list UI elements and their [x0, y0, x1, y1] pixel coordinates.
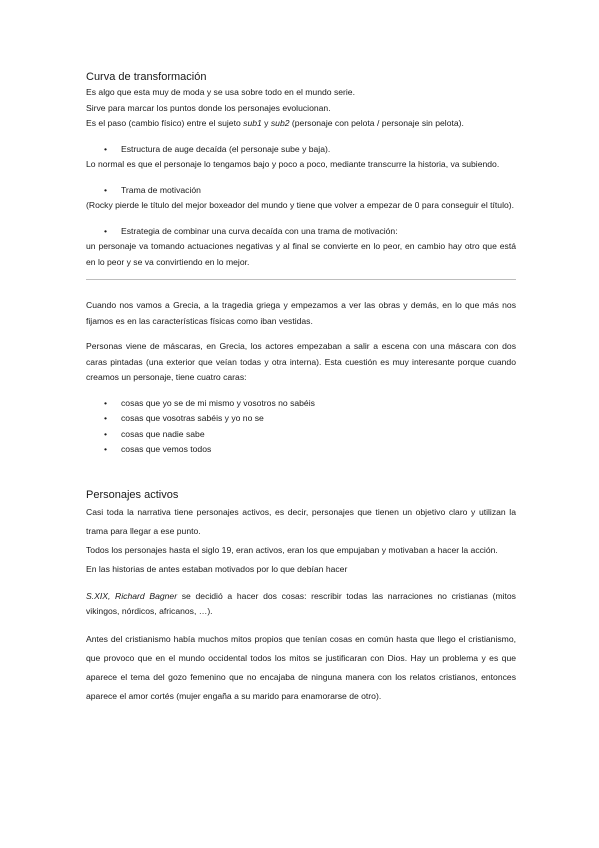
- section-title-personajes: Personajes activos: [86, 488, 179, 501]
- paragraph: Antes del cristianismo había muchos mitos propios que tenían cosas en común hasta que llego el cristianismo, que provoco que en el mundo occidental todos los mitos se justificaran con Dios. Hay un problema y es que aparece el tema del gozo femenino que no encajaba de ninguna manera con los relatos cristianos, entonces aparece el amor cortés (mujer engaña a su marido para enamorarse de otro).: [86, 633, 516, 701]
- bullet-list: [86, 142, 516, 158]
- paragraph: Todos los personajes hasta el siglo 19, eran activos, eran los que empujaban y motivaban a hacer la acción.: [86, 544, 498, 555]
- paragraph: [86, 589, 516, 620]
- document-page: [86, 70, 516, 706]
- bullet-list: [86, 183, 516, 199]
- text-span: se decidió a hacer dos cosas: rescribir todas las narraciones no cristianas (mitos vikingos, nórdicos, africanos, …).: [86, 590, 516, 616]
- section-divider: [86, 279, 516, 280]
- italic-term: S.XIX, Richard Bagner: [86, 590, 178, 601]
- list-item: • cosas que vosotras sabéis y yo no se: [86, 411, 516, 427]
- list-item: • Estrategia de combinar una curva decaída con una trama de motivación:: [86, 224, 516, 240]
- text-line: Es algo que esta muy de moda y se usa sobre todo en el mundo serie.: [86, 87, 355, 97]
- paragraph: Personas viene de máscaras, en Grecia, los actores empezaban a salir a escena con una máscara con dos caras pintadas (una exterior que veían todas y otra interna). Esta cuestión es muy interesante porque cuando creamos un personaje, tiene cuatro caras:: [86, 341, 516, 382]
- italic-term: sub1: [243, 118, 262, 128]
- list-item: • Estructura de auge decaída (el personaje sube y baja).: [86, 142, 516, 158]
- list-item: • Trama de motivación: [86, 183, 516, 199]
- italic-term: sub2: [270, 118, 290, 128]
- bullet-list: [86, 396, 516, 458]
- text-span: (personaje con pelota / personaje sin pelota).: [289, 118, 464, 128]
- paragraph: Casi toda la narrativa tiene personajes activos, es decir, personajes que tienen un objetivo claro y utilizan la trama para llegar a ese punto.: [86, 506, 516, 536]
- text-line: Sirve para marcar los puntos donde los personajes evolucionan.: [86, 102, 331, 113]
- text-line: [86, 116, 516, 132]
- text-span: Es el paso (cambio físico) entre el sujeto: [86, 118, 244, 128]
- paragraph: un personaje va tomando actuaciones negativas y al final se convierte en lo peor, en cambio hay otro que está en lo peor y se va convirtiendo en lo mejor.: [86, 241, 516, 267]
- list-item: • cosas que nadie sabe: [86, 427, 516, 443]
- bullet-list: [86, 224, 516, 240]
- list-item: • cosas que yo se de mi mismo y vosotros no sabéis: [86, 396, 516, 412]
- text-span: y: [261, 118, 271, 128]
- paragraph: (Rocky pierde le título del mejor boxeador del mundo y tiene que volver a empezar de 0 para conseguir el título).: [86, 200, 515, 210]
- paragraph: En las historias de antes estaban motivados por lo que debían hacer: [86, 563, 348, 574]
- section-title-curva: Curva de transformación: [86, 71, 207, 83]
- paragraph: Lo normal es que el personaje lo tengamos bajo y poco a poco, mediante transcurre la historia, va subiendo.: [86, 159, 500, 169]
- paragraph: Cuando nos vamos a Grecia, a la tragedia griega y empezamos a ver las obras y demás, en lo que más nos fijamos es en las características físicas como iban vestidas.: [86, 300, 516, 326]
- list-item: • cosas que vemos todos: [86, 442, 516, 458]
